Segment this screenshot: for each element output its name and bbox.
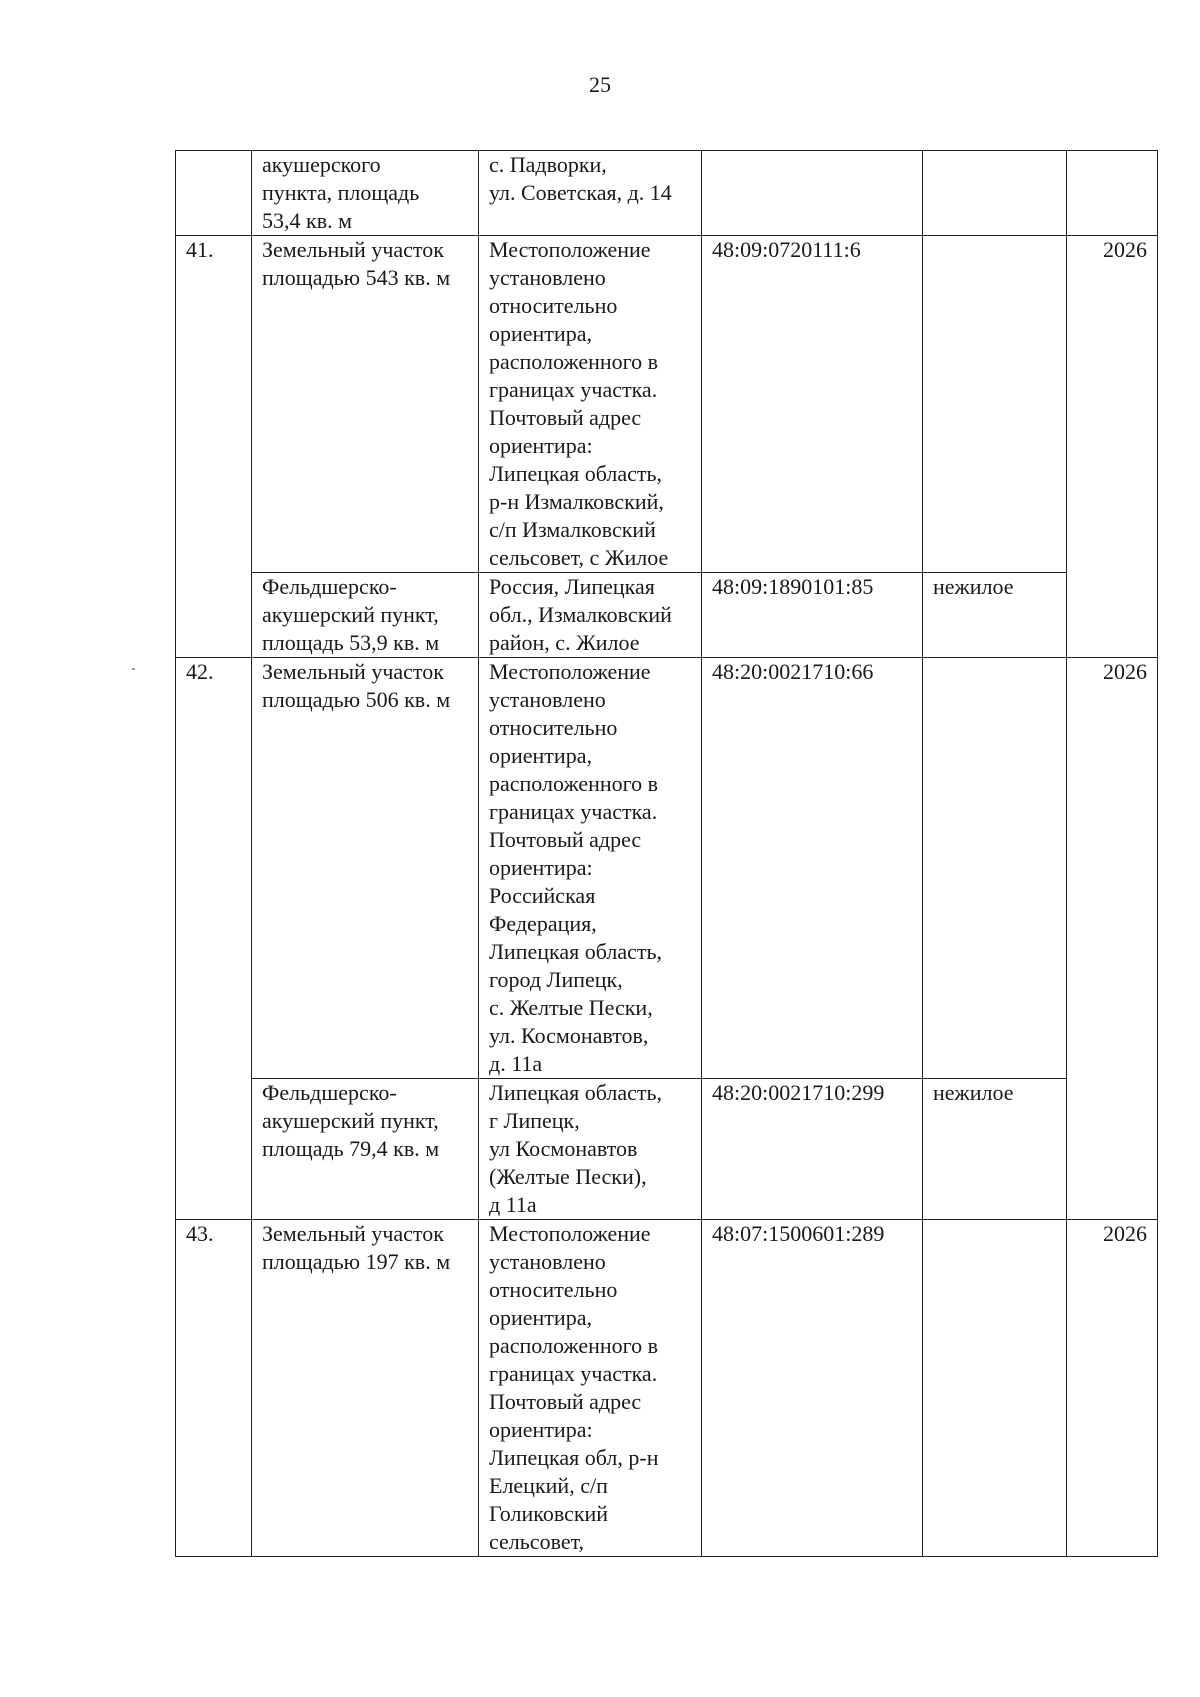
- table-row: [176, 236, 1158, 573]
- cadastral-number-cell: 48:07:1500601:289: [702, 1220, 923, 1557]
- address-cell: с. Падворки, ул. Советская, д. 14: [479, 151, 702, 236]
- object-type-cell: [923, 151, 1067, 236]
- table-row: [176, 1220, 1158, 1557]
- object-type-cell: [923, 658, 1067, 1079]
- cadastral-number-cell: 48:20:0021710:66: [702, 658, 923, 1079]
- object-type-cell: [923, 236, 1067, 573]
- year-cell: 2026: [1067, 658, 1158, 1220]
- address-cell: Местоположение установлено относительно ориентира, расположенного в границах участка. Почтовый адрес ориентира: Липецкая обл, р-н Елецкий, с/п Голиковский сельсовет,: [479, 1220, 702, 1557]
- property-table: [175, 150, 1158, 1557]
- year-cell: 2026: [1067, 236, 1158, 658]
- cadastral-number-cell: [702, 151, 923, 236]
- object-type-cell: нежилое: [923, 1079, 1067, 1220]
- scan-speck: [132, 668, 135, 670]
- object-name-cell: Земельный участок площадью 506 кв. м: [252, 658, 479, 1079]
- year-cell: [1067, 151, 1158, 236]
- row-number-cell: 41.: [176, 236, 252, 658]
- table-row: [176, 1079, 1158, 1220]
- address-cell: Липецкая область, г Липецк, ул Космонавтов (Желтые Пески), д 11а: [479, 1079, 702, 1220]
- row-number-cell: [176, 151, 252, 236]
- year-cell: 2026: [1067, 1220, 1158, 1557]
- cadastral-number-cell: 48:09:1890101:85: [702, 573, 923, 658]
- object-name-cell: Фельдшерско- акушерский пункт, площадь 53,9 кв. м: [252, 573, 479, 658]
- object-name-cell: Фельдшерско- акушерский пункт, площадь 79,4 кв. м: [252, 1079, 479, 1220]
- page-number: 25: [589, 72, 611, 97]
- cadastral-number-cell: 48:09:0720111:6: [702, 236, 923, 573]
- object-name-cell: акушерского пункта, площадь 53,4 кв. м: [252, 151, 479, 236]
- address-cell: Россия, Липецкая обл., Измалковский район, с. Жилое: [479, 573, 702, 658]
- address-cell: Местоположение установлено относительно ориентира, расположенного в границах участка. Почтовый адрес ориентира: Липецкая область, р-н Измалковский, с/п Измалковский сельсовет, с Жилое: [479, 236, 702, 573]
- row-number-cell: 43.: [176, 1220, 252, 1557]
- table-row: [176, 658, 1158, 1079]
- table-row: [176, 151, 1158, 236]
- address-cell: Местоположение установлено относительно ориентира, расположенного в границах участка. Почтовый адрес ориентира: Российская Федерация, Липецкая область, город Липецк, с. Желтые Пески, ул. Космонавтов, д. 11а: [479, 658, 702, 1079]
- table-row: [176, 573, 1158, 658]
- object-name-cell: Земельный участок площадью 197 кв. м: [252, 1220, 479, 1557]
- cadastral-number-cell: 48:20:0021710:299: [702, 1079, 923, 1220]
- object-type-cell: нежилое: [923, 573, 1067, 658]
- object-name-cell: Земельный участок площадью 543 кв. м: [252, 236, 479, 573]
- row-number-cell: 42.: [176, 658, 252, 1220]
- object-type-cell: [923, 1220, 1067, 1557]
